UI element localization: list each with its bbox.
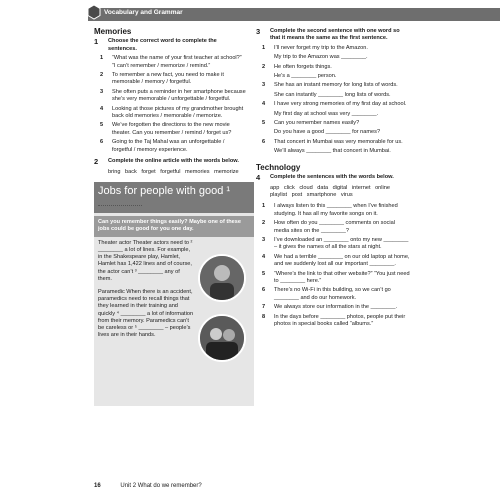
- item-rewrite: She can instantly ________ long lists of words.: [274, 91, 391, 98]
- item-text: We had a terrible ________ on our old laptop at home, and we suddenly lost all our important ________.: [274, 253, 410, 268]
- item-number: 3: [262, 82, 266, 89]
- list-item: [262, 64, 410, 71]
- exercise-4: 4 Complete the sentences with the words below.: [256, 173, 394, 183]
- item-text: We’ve forgotten the directions to the new movie theater. Can you remember / remind / forget us?: [112, 122, 232, 136]
- item-text: To remember a new fact, you need to make it memorable / memory / forgetful.: [112, 72, 224, 86]
- left-column: [94, 28, 246, 406]
- exercise-2: 2 Complete the online article with the words below.: [94, 157, 239, 167]
- item-number: 4: [100, 105, 104, 112]
- item-number: 6: [100, 139, 104, 146]
- item-number: 6: [262, 138, 266, 145]
- item-number: 2: [262, 63, 266, 70]
- item-sentence: That concert in Mumbai was very memorable for us.: [274, 138, 403, 145]
- list-item: [262, 139, 410, 146]
- list-item: [262, 287, 410, 302]
- article-box: [94, 182, 254, 406]
- exercise-1-instruction: Choose the correct word to complete the sentences.: [108, 38, 217, 52]
- item-number: 4: [262, 253, 266, 260]
- item-text: Looking at those pictures of my grandmother brought back old memories / memorable / memorize.: [112, 105, 244, 120]
- exercise-3: 3 Complete the second sentence with one word so that it means the same as the first sentence.: [256, 28, 410, 43]
- item-text: Going to the Taj Mahal was an unforgettable / forgetful / memory experience.: [112, 139, 225, 153]
- exercise-3-instruction: Complete the second sentence with one word so that it means the same as the first sentence.: [270, 28, 400, 42]
- list-item: [262, 45, 410, 52]
- section-label: Vocabulary and Grammar: [104, 9, 183, 16]
- item-rewrite: My first day at school was very ________.: [274, 110, 379, 117]
- unit-title: Unit 2 What do we remember?: [120, 483, 202, 489]
- item-text: I always listen to this ________ when I’ve finished studying. It has all my favorite songs on it.: [274, 203, 398, 217]
- paramedic-photo: [198, 314, 246, 362]
- item-sentence: I’ll never forget my trip to the Amazon.: [274, 44, 368, 51]
- article-paramedic: Paramedic When there is an accident, paramedics need to recall things that they learned in their training and quickly ⁴ ________ a lot of information from their memory. Paramedics can’t be careless or ⁵ ________ – people’s lives are in their hands.: [98, 288, 194, 339]
- item-number: 1: [262, 44, 266, 51]
- list-item: [100, 89, 246, 104]
- page-number: 16: [94, 483, 101, 489]
- list-item: [262, 271, 410, 286]
- list-item: [262, 220, 410, 235]
- item-number: 2: [262, 220, 266, 227]
- item-number: 5: [262, 120, 266, 127]
- list-item: [100, 72, 246, 87]
- item-number: 7: [262, 304, 266, 311]
- item-text: We always store our information in the ________.: [274, 304, 398, 311]
- item-sentence: He often forgets things.: [274, 63, 332, 70]
- item-text: She often puts a reminder in her smartphone because she’s very memorable / unforgettable / forgetful.: [112, 88, 246, 103]
- item-text: “What was the name of your first teacher at school?” “I can’t remember / memorize / remind.”: [112, 55, 242, 69]
- item-number: 1: [262, 203, 266, 210]
- actor-photo: [198, 254, 246, 302]
- exercise-1: 1 Choose the correct word to complete the sentences.: [94, 38, 246, 53]
- word-bank-4: app click cloud data digital internet online playlist post smartphone virus: [270, 184, 390, 198]
- item-rewrite: He’s a ________ person.: [274, 73, 337, 80]
- right-column: [256, 28, 410, 330]
- article-actor: Theater actor Theater actors need to ² ________ a lot of lines. For example, in the Shakespeare play, Hamlet, Hamlet has 1,422 lines and of course, the actor can’t ³ ________ any of them.: [98, 239, 193, 282]
- list-item: [262, 254, 410, 269]
- list-item: [262, 82, 410, 89]
- list-item: [100, 106, 246, 121]
- word-bank-2: bring back forget forgetful memories memorize: [108, 168, 239, 175]
- item-number: 2: [100, 72, 104, 79]
- page-footer: [94, 483, 202, 489]
- item-sentence: I have very strong memories of my first day at school.: [274, 101, 407, 108]
- item-number: 6: [262, 287, 266, 294]
- list-item: [262, 203, 410, 218]
- item-sentence: She has an instant memory for long lists of words.: [274, 82, 398, 89]
- item-text: In the days before ________ photos, people put their photos in special books called “albums.”: [274, 313, 406, 327]
- item-text: I’ve downloaded an ________ onto my new ________ – it gives the names of all the stars at night.: [274, 236, 409, 251]
- item-text: There’s no Wi-Fi in this building, so we can’t go ________ and do our homework.: [274, 287, 391, 301]
- item-text: How often do you ________ comments on social media sites on the ________?: [274, 220, 395, 234]
- list-item: [100, 139, 246, 154]
- list-item: [262, 120, 410, 127]
- memories-heading: Memories: [94, 27, 132, 36]
- list-item: [262, 314, 410, 329]
- exercise-4-instruction: Complete the sentences with the words below.: [270, 174, 394, 181]
- item-sentence: Can you remember names easily?: [274, 120, 360, 127]
- item-number: 3: [262, 236, 266, 243]
- article-title: Jobs for people with good ¹: [94, 182, 254, 213]
- list-item: [262, 101, 410, 108]
- item-rewrite: Do you have a good ________ for names?: [274, 129, 381, 136]
- list-item: [262, 237, 410, 252]
- item-number: 5: [100, 122, 104, 129]
- item-text: “Where’s the link to that other website?” “You just need to ________ here.”: [274, 270, 410, 284]
- item-rewrite: My trip to the Amazon was ________.: [274, 54, 368, 61]
- item-rewrite: We’ll always ________ that concert in Mumbai.: [274, 148, 391, 155]
- exercise-2-instruction: Complete the online article with the words below.: [108, 158, 239, 165]
- item-number: 5: [262, 270, 266, 277]
- hexagon-icon: [86, 4, 102, 20]
- item-number: 8: [262, 313, 266, 320]
- technology-heading: Technology: [256, 162, 301, 172]
- list-item: [100, 55, 246, 70]
- item-number: 4: [262, 101, 266, 108]
- answer-blank[interactable]: [98, 200, 142, 206]
- list-item: [262, 304, 410, 311]
- article-intro: Can you remember things easily? Maybe one of these jobs could be good for you one day.: [94, 216, 254, 237]
- item-number: 1: [100, 55, 104, 62]
- item-number: 3: [100, 88, 104, 95]
- list-item: [100, 122, 246, 137]
